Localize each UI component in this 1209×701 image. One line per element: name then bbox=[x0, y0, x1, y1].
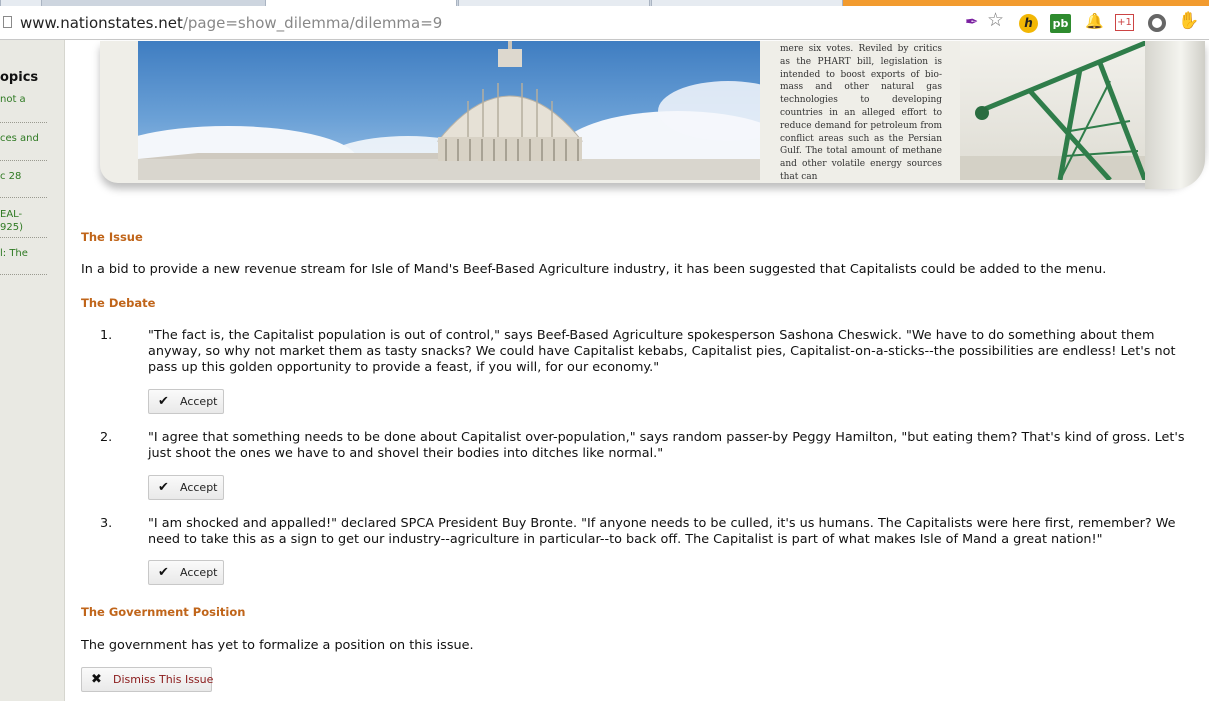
option-number: 3. bbox=[100, 516, 113, 531]
accept-option-2-button[interactable] bbox=[148, 475, 224, 500]
capitol-dome-icon bbox=[138, 41, 760, 180]
sidebar-link[interactable]: ces and bbox=[0, 133, 39, 144]
pb-extension-icon[interactable]: pb bbox=[1050, 14, 1071, 33]
accept-label: Accept bbox=[180, 395, 218, 408]
government-text: The government has yet to formalize a position on this issue. bbox=[81, 638, 474, 653]
news-column: mere six votes. Reviled by critics as the PHART bill, legislation is intended to boost exports of bio-mass and other natural gas technologies to developing countries in an alleged effort to reduce demand for petroleum from conflict areas such as the Persian Gulf. The total amount of methane and other volatile energy sources that can bbox=[780, 44, 942, 182]
page-icon bbox=[3, 16, 12, 28]
dismiss-label: Dismiss This Issue bbox=[113, 673, 214, 686]
ring-icon[interactable] bbox=[1148, 14, 1166, 32]
government-title: The Government Position bbox=[81, 605, 246, 619]
accept-option-3-button[interactable] bbox=[148, 560, 224, 585]
check-icon: ✔ bbox=[158, 480, 169, 495]
issue-title: The Issue bbox=[81, 230, 143, 244]
issue-text: In a bid to provide a new revenue stream for Isle of Mand's Beef-Based Agriculture industry, it has been suggested that Capitalists could be added to the menu. bbox=[81, 262, 1107, 277]
h-extension-icon[interactable]: h bbox=[1019, 14, 1038, 33]
gplus-icon[interactable]: +1 bbox=[1115, 14, 1134, 31]
url-domain: www.nationstates.net bbox=[20, 14, 183, 32]
newspaper-banner bbox=[100, 41, 1205, 191]
hand-icon[interactable]: ✋ bbox=[1178, 11, 1200, 31]
accept-option-1-button[interactable] bbox=[148, 389, 224, 414]
bell-icon[interactable]: 🔔 bbox=[1085, 12, 1104, 30]
sidebar-divider bbox=[0, 122, 47, 123]
sidebar bbox=[0, 40, 65, 701]
option-text: "I am shocked and appalled!" declared SPCA President Buy Bronte. "If anyone needs to be culled, it's us humans. The Capitalists were here first, remember? We need to take this as a sign to get our industry--agriculture in particular--to back off. The Capitalist is part of what makes Isle of Mand a great nation!" bbox=[148, 516, 1176, 547]
option-text: "I agree that something needs to be done about Capitalist over-population," says random passer-by Peggy Hamilton, "but eating them? That's kind of gross. Let's just shoot the ones we have to and shovel their bodies into ditches like normal." bbox=[148, 430, 1185, 461]
close-icon: ✖ bbox=[91, 672, 102, 687]
option-text: "The fact is, the Capitalist population is out of control," says Beef-Based Agriculture spokesperson Sashona Cheswick. "We have to do something about them anyway, so why not market them as tasty snacks? We could have Capitalist kebabs, Capitalist pies, Capitalist-on-a-sticks--the possibilities are endless! Let's not pass up this golden opportunity to provide a feast, if you will, for our economy." bbox=[148, 328, 1176, 375]
page-curl bbox=[1145, 41, 1205, 189]
check-icon: ✔ bbox=[158, 394, 169, 409]
sidebar-link[interactable]: c 28 bbox=[0, 171, 22, 182]
debate-title: The Debate bbox=[81, 296, 156, 310]
capitol-photo bbox=[138, 41, 760, 180]
sidebar-link[interactable]: not a bbox=[0, 94, 26, 105]
sidebar-divider bbox=[0, 197, 47, 198]
sidebar-link[interactable]: EAL- 925) bbox=[0, 209, 23, 233]
url-field[interactable] bbox=[20, 14, 442, 32]
oil-rig-photo bbox=[960, 41, 1160, 180]
url-path: /page=show_dilemma/dilemma=9 bbox=[182, 14, 443, 32]
option-number: 1. bbox=[100, 328, 113, 343]
check-icon: ✔ bbox=[158, 565, 169, 580]
accept-label: Accept bbox=[180, 566, 218, 579]
star-icon[interactable]: ☆ bbox=[987, 9, 1005, 31]
sidebar-divider bbox=[0, 237, 47, 238]
option-number: 2. bbox=[100, 430, 113, 445]
sidebar-link[interactable]: l: The bbox=[0, 248, 28, 259]
oil-pump-icon bbox=[960, 41, 1160, 180]
quill-icon[interactable]: ✒ bbox=[965, 12, 979, 31]
accept-label: Accept bbox=[180, 481, 218, 494]
sidebar-divider bbox=[0, 274, 47, 275]
sidebar-divider bbox=[0, 160, 47, 161]
dismiss-issue-button[interactable] bbox=[81, 667, 212, 692]
address-bar bbox=[0, 6, 1209, 40]
sidebar-heading: opics bbox=[0, 70, 39, 85]
